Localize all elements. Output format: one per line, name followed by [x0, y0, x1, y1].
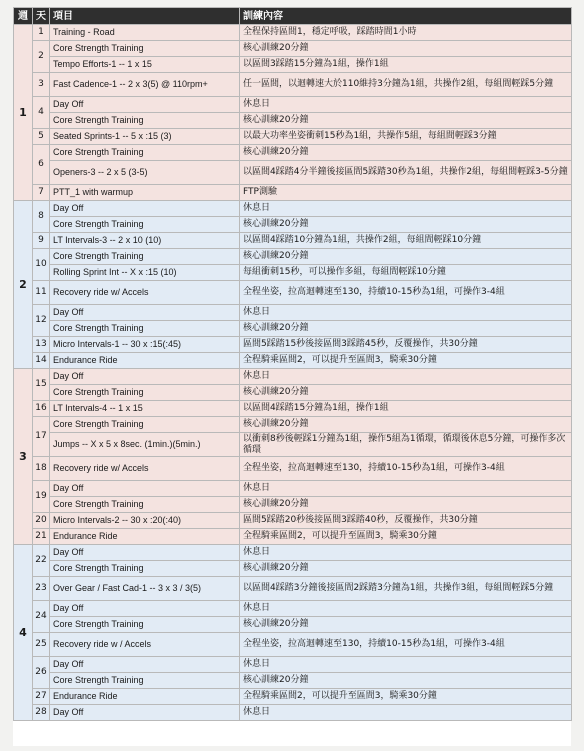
day-number: 10	[33, 249, 50, 281]
session-row	[14, 249, 572, 265]
session-content: 核心訓練20分鐘	[240, 385, 572, 401]
day-number: 16	[33, 401, 50, 417]
session-item: Micro Intervals-2 -- 30 x :20(:40)	[50, 513, 240, 529]
session-row	[14, 577, 572, 601]
session-content: 休息日	[240, 97, 572, 113]
day-number: 18	[33, 457, 50, 481]
session-row	[14, 657, 572, 673]
day-number: 26	[33, 657, 50, 689]
session-row	[14, 617, 572, 633]
session-row	[14, 113, 572, 129]
session-content: 全程坐姿，拉高迴轉速至130，持續10-15秒為1組，可操作3-4組	[240, 281, 572, 305]
session-content: 以區間4踩踏4分半鐘後接區間5踩踏30秒為1組，共操作2組，每組間輕踩3-5分鐘	[240, 161, 572, 185]
session-row	[14, 321, 572, 337]
session-row	[14, 433, 572, 457]
day-number: 6	[33, 145, 50, 185]
day-number: 3	[33, 73, 50, 97]
training-plan-table-frame	[13, 7, 571, 746]
session-item: Core Strength Training	[50, 673, 240, 689]
session-row	[14, 353, 572, 369]
session-item: Core Strength Training	[50, 113, 240, 129]
session-content: 核心訓練20分鐘	[240, 673, 572, 689]
session-item: Micro Intervals-1 -- 30 x :15(:45)	[50, 337, 240, 353]
session-row	[14, 185, 572, 201]
session-row	[14, 25, 572, 41]
session-content: 核心訓練20分鐘	[240, 497, 572, 513]
session-row	[14, 561, 572, 577]
session-item: Tempo Efforts-1 -- 1 x 15	[50, 57, 240, 73]
session-row	[14, 633, 572, 657]
session-item: Endurance Ride	[50, 529, 240, 545]
session-content: 每組衝刺15秒，可以操作多組，每組間輕踩10分鐘	[240, 265, 572, 281]
day-number: 4	[33, 97, 50, 129]
session-content: 全程騎乘區間2，可以提升至區間3，騎乘30分鐘	[240, 353, 572, 369]
session-content: 區間5踩踏15秒後接區間3踩踏45秒，反覆操作，共30分鐘	[240, 337, 572, 353]
session-item: Recovery ride w/ Accels	[50, 457, 240, 481]
session-item: Day Off	[50, 481, 240, 497]
session-content: 以衝刺8秒後輕踩1分鐘為1組，操作5組為1循環，循環後休息5分鐘，可操作多次循環	[240, 433, 572, 457]
day-number: 20	[33, 513, 50, 529]
session-content: 核心訓練20分鐘	[240, 561, 572, 577]
session-item: Fast Cadence-1 -- 2 x 3(5) @ 110rpm+	[50, 73, 240, 97]
session-item: LT Intervals-3 -- 2 x 10 (10)	[50, 233, 240, 249]
day-number: 1	[33, 25, 50, 41]
session-item: PTT_1 with warmup	[50, 185, 240, 201]
day-number: 7	[33, 185, 50, 201]
session-content: 以區間3踩踏15分鐘為1組，操作1組	[240, 57, 572, 73]
session-content: 休息日	[240, 601, 572, 617]
session-row	[14, 497, 572, 513]
session-content: 休息日	[240, 201, 572, 217]
day-number: 25	[33, 633, 50, 657]
session-item: Over Gear / Fast Cad-1 -- 3 x 3 / 3(5)	[50, 577, 240, 601]
session-item: Day Off	[50, 97, 240, 113]
session-item: Training - Road	[50, 25, 240, 41]
session-row	[14, 705, 572, 721]
session-row	[14, 385, 572, 401]
session-row	[14, 233, 572, 249]
day-number: 11	[33, 281, 50, 305]
session-row	[14, 129, 572, 145]
session-row	[14, 265, 572, 281]
session-row	[14, 41, 572, 57]
session-item: Core Strength Training	[50, 385, 240, 401]
session-content: 全程保持區間1，穩定呼吸，踩踏時間1小時	[240, 25, 572, 41]
session-row	[14, 457, 572, 481]
session-row	[14, 481, 572, 497]
session-content: 核心訓練20分鐘	[240, 321, 572, 337]
day-number: 23	[33, 577, 50, 601]
day-number: 21	[33, 529, 50, 545]
session-row	[14, 529, 572, 545]
session-content: 核心訓練20分鐘	[240, 617, 572, 633]
header-day: 天	[33, 8, 50, 25]
session-content: 以區間4踩踏3分鐘後接區間2踩踏3分鐘為1組，共操作3組，每組間輕踩5分鐘	[240, 577, 572, 601]
session-item: Core Strength Training	[50, 561, 240, 577]
week-number: 2	[14, 201, 33, 369]
session-content: 休息日	[240, 705, 572, 721]
session-row	[14, 417, 572, 433]
day-number: 15	[33, 369, 50, 401]
week-number: 4	[14, 545, 33, 721]
session-content: 全程騎乘區間2，可以提升至區間3，騎乘30分鐘	[240, 529, 572, 545]
session-content: FTP測驗	[240, 185, 572, 201]
session-item: LT Intervals-4 -- 1 x 15	[50, 401, 240, 417]
day-number: 17	[33, 417, 50, 457]
session-content: 全程騎乘區間2，可以提升至區間3，騎乘30分鐘	[240, 689, 572, 705]
header-week: 週	[14, 8, 33, 25]
session-row	[14, 545, 572, 561]
day-number: 12	[33, 305, 50, 337]
session-item: Core Strength Training	[50, 321, 240, 337]
session-content: 休息日	[240, 481, 572, 497]
session-item: Core Strength Training	[50, 417, 240, 433]
day-number: 19	[33, 481, 50, 513]
day-number: 22	[33, 545, 50, 577]
session-item: Day Off	[50, 369, 240, 385]
day-number: 5	[33, 129, 50, 145]
session-content: 核心訓練20分鐘	[240, 417, 572, 433]
session-row	[14, 305, 572, 321]
session-content: 休息日	[240, 369, 572, 385]
session-content: 任一區間，以迴轉速大於110維持3分鐘為1組，共操作2組，每組間輕踩5分鐘	[240, 73, 572, 97]
week-number: 3	[14, 369, 33, 545]
session-content: 核心訓練20分鐘	[240, 41, 572, 57]
session-item: Day Off	[50, 601, 240, 617]
session-content: 核心訓練20分鐘	[240, 113, 572, 129]
session-item: Jumps -- X x 5 x 8sec. (1min.)(5min.)	[50, 433, 240, 457]
day-number: 13	[33, 337, 50, 353]
session-item: Recovery ride w / Accels	[50, 633, 240, 657]
session-item: Recovery ride w/ Accels	[50, 281, 240, 305]
session-row	[14, 689, 572, 705]
session-content: 以最大功率坐姿衝刺15秒為1組，共操作5組，每組間輕踩3分鐘	[240, 129, 572, 145]
header-content: 訓練內容	[240, 8, 572, 25]
day-number: 28	[33, 705, 50, 721]
session-content: 休息日	[240, 305, 572, 321]
header-item: 項目	[50, 8, 240, 25]
day-number: 9	[33, 233, 50, 249]
table-body	[14, 25, 572, 721]
session-row	[14, 513, 572, 529]
training-plan-table	[13, 7, 572, 721]
session-content: 區間5踩踏20秒後接區間3踩踏40秒，反覆操作，共30分鐘	[240, 513, 572, 529]
session-content: 核心訓練20分鐘	[240, 249, 572, 265]
session-content: 休息日	[240, 545, 572, 561]
session-item: Core Strength Training	[50, 217, 240, 233]
session-content: 以區間4踩踏15分鐘為1組，操作1組	[240, 401, 572, 417]
session-row	[14, 601, 572, 617]
session-row	[14, 337, 572, 353]
session-item: Core Strength Training	[50, 145, 240, 161]
session-item: Endurance Ride	[50, 353, 240, 369]
session-row	[14, 57, 572, 73]
table-header-row	[14, 8, 572, 25]
day-number: 8	[33, 201, 50, 233]
session-item: Core Strength Training	[50, 497, 240, 513]
session-item: Openers-3 -- 2 x 5 (3-5)	[50, 161, 240, 185]
session-row	[14, 201, 572, 217]
day-number: 27	[33, 689, 50, 705]
session-row	[14, 73, 572, 97]
session-row	[14, 217, 572, 233]
session-row	[14, 97, 572, 113]
session-content: 以區間4踩踏10分鐘為1組，共操作2組，每組間輕踩10分鐘	[240, 233, 572, 249]
session-item: Day Off	[50, 705, 240, 721]
session-item: Seated Sprints-1 -- 5 x :15 (3)	[50, 129, 240, 145]
session-row	[14, 401, 572, 417]
day-number: 14	[33, 353, 50, 369]
session-row	[14, 145, 572, 161]
session-item: Day Off	[50, 201, 240, 217]
session-content: 休息日	[240, 657, 572, 673]
session-item: Day Off	[50, 305, 240, 321]
session-content: 核心訓練20分鐘	[240, 217, 572, 233]
session-row	[14, 369, 572, 385]
session-row	[14, 673, 572, 689]
session-item: Core Strength Training	[50, 617, 240, 633]
session-item: Core Strength Training	[50, 249, 240, 265]
day-number: 24	[33, 601, 50, 633]
session-content: 核心訓練20分鐘	[240, 145, 572, 161]
session-content: 全程坐姿，拉高迴轉速至130，持續10-15秒為1組，可操作3-4組	[240, 457, 572, 481]
session-item: Core Strength Training	[50, 41, 240, 57]
day-number: 2	[33, 41, 50, 73]
session-row	[14, 281, 572, 305]
session-item: Endurance Ride	[50, 689, 240, 705]
session-row	[14, 161, 572, 185]
session-content: 全程坐姿，拉高迴轉速至130，持續10-15秒為1組，可操作3-4組	[240, 633, 572, 657]
week-number: 1	[14, 25, 33, 201]
session-item: Day Off	[50, 545, 240, 561]
session-item: Day Off	[50, 657, 240, 673]
session-item: Rolling Sprint Int -- X x :15 (10)	[50, 265, 240, 281]
